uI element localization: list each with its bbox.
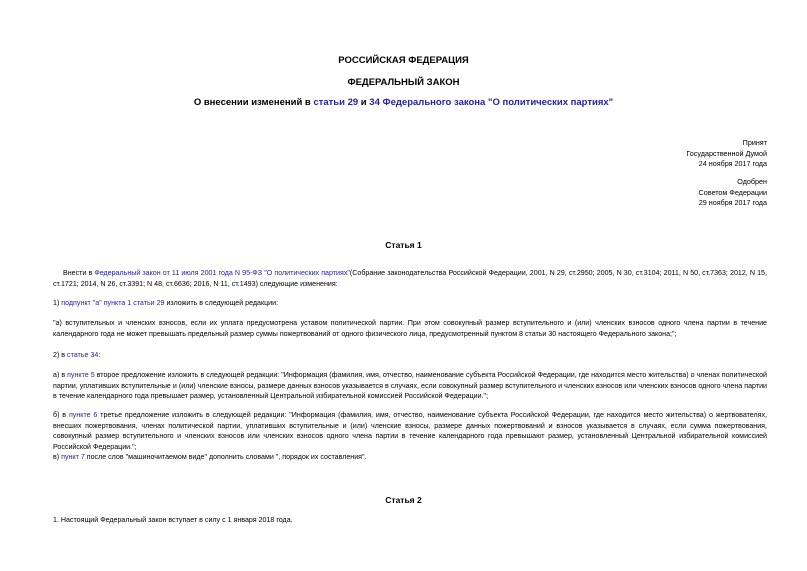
item-1 bbox=[53, 298, 767, 309]
subitem-b-text: третье предложение изложить в следующей редакции: "Информация (фамилия, имя, отчество, наименование субъекта Российской Федерации, где находится место жительства) о жертвователях, внесших пожертвования, членах политической партии, уплативших вступительные и (или) членские взносы, размере данных пожертвований и взносов указывается в случаях, если сумма пожертвования, совокупный размер вступительного и членских взносов или членских взносов одного члена партии в течение календарного года превышают размер, установленный Центральной избирательной комиссией Российской Федерации."; bbox=[53, 411, 767, 451]
doc-type-heading: ФЕДЕРАЛЬНЫЙ ЗАКОН bbox=[347, 77, 460, 88]
adopted-date: 24 ноября 2017 года bbox=[698, 159, 767, 168]
item-1-prefix: 1) bbox=[53, 299, 62, 307]
adopted-line: Принят bbox=[742, 138, 767, 147]
law-title-prefix: О внесении изменений в bbox=[193, 97, 314, 108]
subitem-b-prefix: б) в bbox=[53, 411, 69, 419]
country-heading: РОССИЙСКАЯ ФЕДЕРАЦИЯ bbox=[338, 55, 469, 66]
point-5-link[interactable]: пункте 5 bbox=[67, 371, 95, 379]
subitem-a-prefix: а) в bbox=[53, 371, 68, 379]
article-29-link[interactable]: статьи 29 bbox=[313, 97, 359, 108]
point-7-link[interactable]: пункт 7 bbox=[61, 453, 85, 461]
adopted-block bbox=[567, 138, 767, 170]
article-2-item-1: 1. Настоящий Федеральный закон вступает в силу с 1 января 2018 года. bbox=[53, 516, 293, 524]
approved-line: Одобрен bbox=[737, 177, 767, 186]
item-1-text: изложить в следующей редакции: bbox=[164, 299, 279, 307]
adopted-line: Государственной Думой bbox=[686, 148, 767, 158]
article-34-law-link[interactable]: 34 Федерального закона "О политических партиях" bbox=[369, 97, 614, 108]
intro-text: (Собрание законодательства Российской Федерации, 2001, N 29, ст.2950; 2005, N 30, ст.3104; 2011, N 50, ст.7363; 2012, N 15, ст.1721; 2014, N 26, ст.3391; N 48, ст.6636; 2016, N 11, ст.1493) следующие изменения: bbox=[53, 269, 767, 288]
approved-block bbox=[567, 177, 767, 209]
item-1-quote: "а) вступительных и членских взносов, если их уплата предусмотрена уставом политической партии. При этом совокупный размер вступительного и (или) членских взносов одного члена партии в течение календарного года не может превышать предельный размер суммы пожертвований от одного физического лица, предусмотренный пунктом 8 статьи 30 настоящего Федерального закона;"; bbox=[53, 319, 767, 338]
article-1-heading: Статья 1 bbox=[385, 240, 422, 250]
approved-date: 29 ноября 2017 года bbox=[698, 198, 767, 207]
article-1-intro bbox=[53, 268, 767, 289]
intro-prefix: Внести в bbox=[63, 269, 95, 277]
approved-line: Советом Федерации bbox=[698, 187, 767, 197]
subitem-v bbox=[53, 452, 767, 463]
federal-law-link[interactable]: Федеральный закон от 11 июля 2001 года N 95-ФЗ "О политических партиях" bbox=[94, 269, 350, 277]
article-2-heading: Статья 2 bbox=[385, 495, 422, 505]
item-2-suffix: : bbox=[98, 351, 101, 359]
item-2-prefix: 2) в bbox=[53, 351, 68, 359]
law-title-and: и bbox=[358, 97, 370, 108]
subitem-a bbox=[53, 370, 767, 402]
subitem-b bbox=[53, 410, 767, 452]
law-title bbox=[0, 97, 807, 108]
item-2 bbox=[53, 350, 767, 361]
subitem-a-text: второе предложение изложить в следующей редакции: "Информация (фамилия, имя, отчество, наименование субъекта Российской Федерации, где находится место жительства) о членах политической партии, уплативших вступительные и (или) членские взносы, размере данных взносов указывается в случаях, если совокупный размер вступительного и членских взносов или членских взносов одного члена партии в течение календарного года превышает размер, установленный Центральной избирательной комиссией Российской Федерации."; bbox=[53, 371, 767, 401]
point-6-link[interactable]: пункте 6 bbox=[68, 411, 98, 419]
subitem-v-text: после слов "машиночитаемом виде" дополнить словами ", порядок их составления". bbox=[84, 453, 367, 461]
article-34-link[interactable]: статье 34 bbox=[67, 351, 99, 359]
subitem-v-prefix: в) bbox=[53, 453, 62, 461]
subpoint-a-link[interactable]: подпункт "а" пункта 1 статьи 29 bbox=[61, 299, 165, 307]
